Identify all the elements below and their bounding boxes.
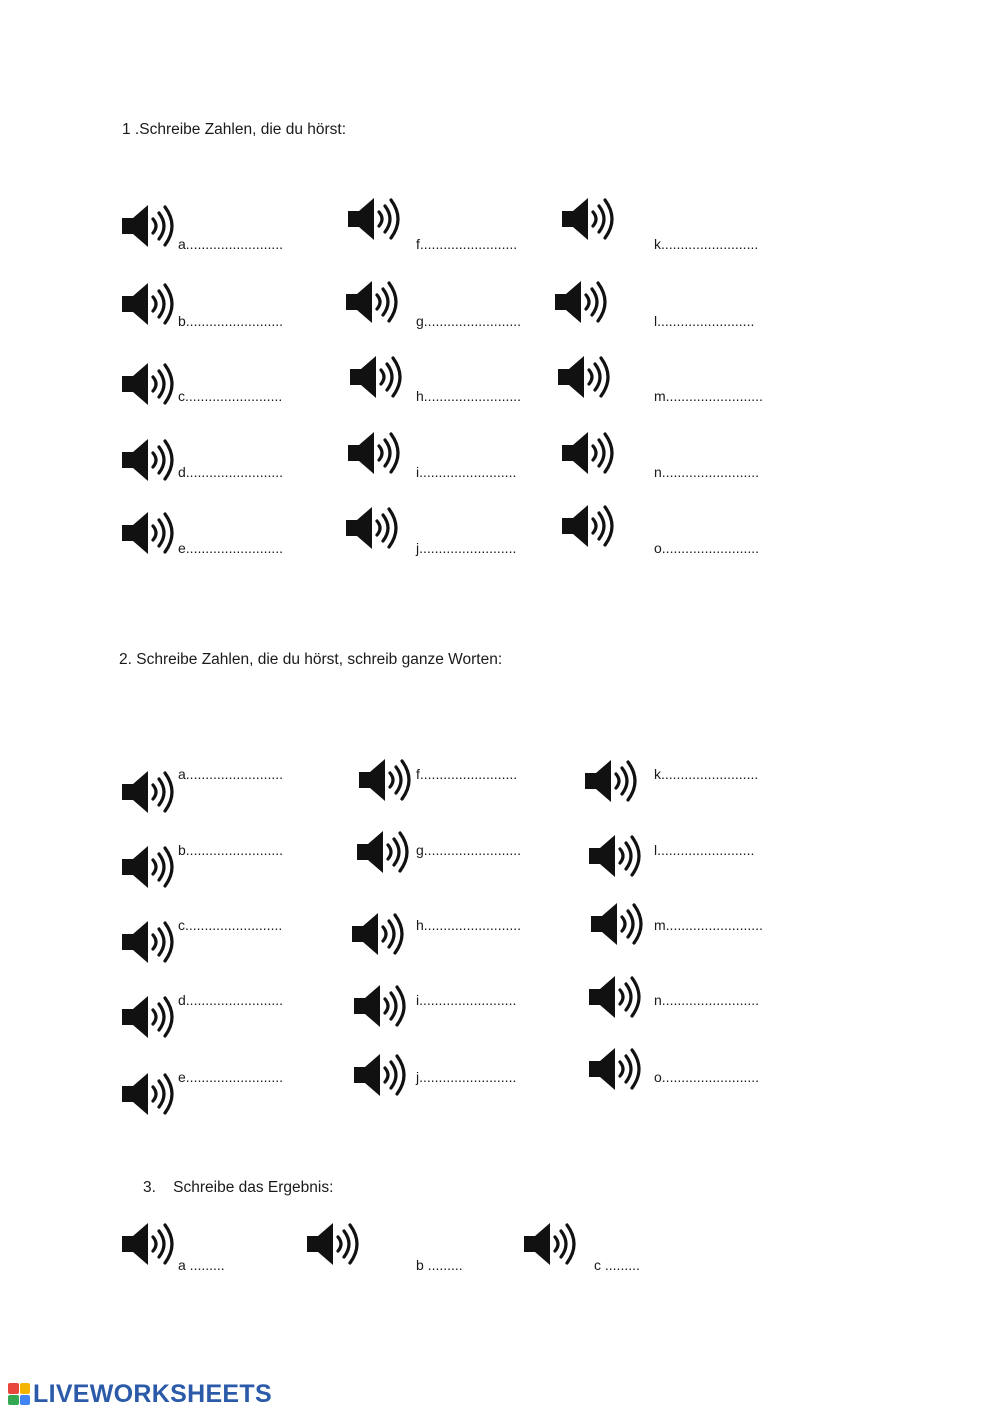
- speaker-icon[interactable]: [553, 278, 609, 326]
- speaker-icon[interactable]: [352, 982, 408, 1030]
- answer-field-1f[interactable]: f.........................: [416, 236, 518, 252]
- logo-text: LIVEWORKSHEETS: [33, 1379, 272, 1408]
- speaker-icon[interactable]: [120, 918, 176, 966]
- speaker-icon[interactable]: [344, 278, 400, 326]
- answer-field-1h[interactable]: h.........................: [416, 388, 522, 404]
- speaker-icon[interactable]: [350, 910, 406, 958]
- answer-field-1d[interactable]: d.........................: [178, 464, 284, 480]
- answer-field-1k[interactable]: k.........................: [654, 236, 759, 252]
- section-2-heading: 2. Schreibe Zahlen, die du hörst, schreib ganze Worten:: [119, 651, 503, 668]
- speaker-icon[interactable]: [587, 1045, 643, 1093]
- speaker-icon[interactable]: [120, 768, 176, 816]
- speaker-icon[interactable]: [120, 1070, 176, 1118]
- answer-field-2o[interactable]: o.........................: [654, 1069, 760, 1085]
- answer-field-1j[interactable]: j.........................: [416, 540, 517, 556]
- answer-field-2m[interactable]: m.........................: [654, 917, 763, 933]
- speaker-icon[interactable]: [560, 502, 616, 550]
- speaker-icon[interactable]: [583, 757, 639, 805]
- answer-field-2n[interactable]: n.........................: [654, 992, 760, 1008]
- section-3-heading: 3. Schreibe das Ergebnis:: [143, 1179, 334, 1196]
- speaker-icon[interactable]: [344, 504, 400, 552]
- speaker-icon[interactable]: [589, 900, 645, 948]
- speaker-icon[interactable]: [357, 756, 413, 804]
- answer-field-1m[interactable]: m.........................: [654, 388, 763, 404]
- answer-field-1b[interactable]: b.........................: [178, 313, 284, 329]
- speaker-icon[interactable]: [556, 353, 612, 401]
- speaker-icon[interactable]: [120, 202, 176, 250]
- speaker-icon[interactable]: [120, 843, 176, 891]
- answer-field-1l[interactable]: l.........................: [654, 313, 755, 329]
- answer-field-1i[interactable]: i.........................: [416, 464, 517, 480]
- speaker-icon[interactable]: [587, 832, 643, 880]
- answer-field-2h[interactable]: h.........................: [416, 917, 522, 933]
- speaker-icon[interactable]: [560, 195, 616, 243]
- speaker-icon[interactable]: [587, 973, 643, 1021]
- answer-field-2g[interactable]: g.........................: [416, 842, 522, 858]
- liveworksheets-logo: [8, 1380, 272, 1408]
- answer-field-2j[interactable]: j.........................: [416, 1069, 517, 1085]
- speaker-icon[interactable]: [120, 1220, 176, 1268]
- speaker-icon[interactable]: [120, 436, 176, 484]
- answer-field-1n[interactable]: n.........................: [654, 464, 760, 480]
- answer-field-2i[interactable]: i.........................: [416, 992, 517, 1008]
- answer-field-3a[interactable]: a .........: [178, 1257, 225, 1273]
- answer-field-2c[interactable]: c.........................: [178, 917, 283, 933]
- section-1-heading: 1 .Schreibe Zahlen, die du hörst:: [122, 121, 347, 138]
- answer-field-2l[interactable]: l.........................: [654, 842, 755, 858]
- speaker-icon[interactable]: [120, 280, 176, 328]
- answer-field-1g[interactable]: g.........................: [416, 313, 522, 329]
- answer-field-1c[interactable]: c.........................: [178, 388, 283, 404]
- logo-badge-icon: [8, 1383, 30, 1405]
- speaker-icon[interactable]: [120, 360, 176, 408]
- answer-field-3b[interactable]: b .........: [416, 1257, 463, 1273]
- speaker-icon[interactable]: [355, 828, 411, 876]
- answer-field-2b[interactable]: b.........................: [178, 842, 284, 858]
- answer-field-1o[interactable]: o.........................: [654, 540, 760, 556]
- speaker-icon[interactable]: [352, 1051, 408, 1099]
- answer-field-2a[interactable]: a.........................: [178, 766, 284, 782]
- answer-field-2k[interactable]: k.........................: [654, 766, 759, 782]
- speaker-icon[interactable]: [560, 429, 616, 477]
- speaker-icon[interactable]: [305, 1220, 361, 1268]
- speaker-icon[interactable]: [346, 195, 402, 243]
- answer-field-2d[interactable]: d.........................: [178, 992, 284, 1008]
- speaker-icon[interactable]: [346, 429, 402, 477]
- speaker-icon[interactable]: [120, 509, 176, 557]
- answer-field-3c[interactable]: c .........: [594, 1257, 640, 1273]
- speaker-icon[interactable]: [522, 1220, 578, 1268]
- answer-field-1a[interactable]: a.........................: [178, 236, 284, 252]
- speaker-icon[interactable]: [348, 353, 404, 401]
- speaker-icon[interactable]: [120, 993, 176, 1041]
- answer-field-2e[interactable]: e.........................: [178, 1069, 284, 1085]
- answer-field-1e[interactable]: e.........................: [178, 540, 284, 556]
- answer-field-2f[interactable]: f.........................: [416, 766, 518, 782]
